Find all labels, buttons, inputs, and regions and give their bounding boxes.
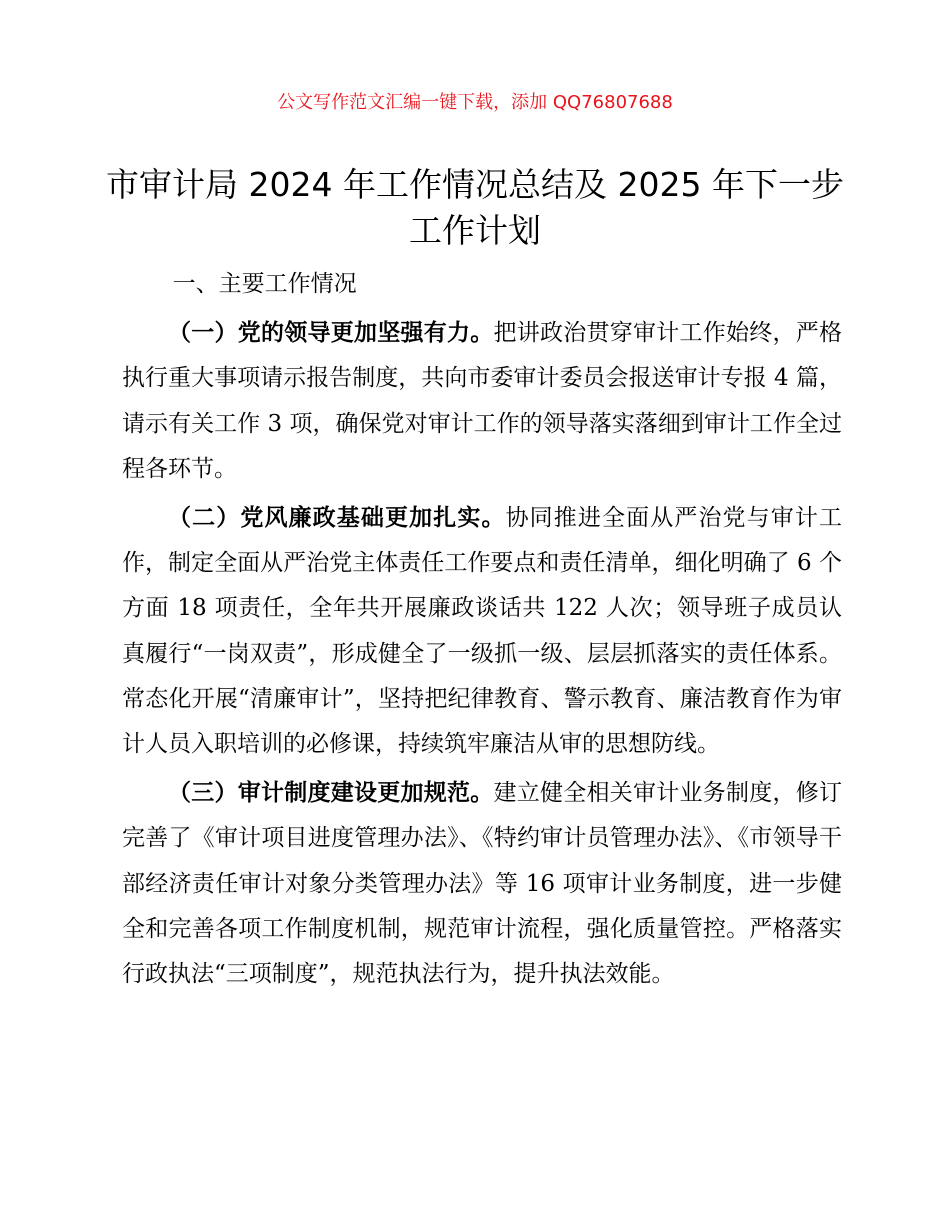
title-line-1: 市审计局 2024 年工作情况总结及 2025 年下一步 — [106, 165, 844, 204]
paragraph-3 — [122, 771, 842, 997]
title-line-2: 工作计划 — [409, 211, 541, 250]
paragraph-2 — [122, 496, 842, 767]
document-body — [122, 262, 842, 997]
download-banner: 公文写作范文汇编一键下载，添加 QQ76807688 — [277, 92, 673, 113]
paragraph-2-lead: （二）党风廉政基础更加扎实。 — [168, 505, 506, 532]
document-title — [100, 162, 850, 254]
section-heading: 一、主要工作情况 — [172, 271, 357, 297]
paragraph-1 — [122, 311, 842, 492]
paragraph-1-text: 把讲政治贯穿审计工作始终，严格执行重大事项请示报告制度，共向市委审计委员会报送审计专报 4 篇，请示有关工作 3 项，确保党对审计工作的领导落实落细到审计工作全过程各环节。 — [122, 320, 842, 482]
paragraph-1-lead: （一）党的领导更加坚强有力。 — [168, 320, 494, 347]
paragraph-2-text: 协同推进全面从严治党与审计工作，制定全面从严治党主体责任工作要点和责任清单，细化明确了 6 个方面 18 项责任，全年共开展廉政谈话共 122 人次；领导班子成员认真履行“一岗双责”，形成健全了一级抓一级、层层抓落实的责任体系。常态化开展“清廉审计”，坚持把纪律教育、警示教育、廉洁教育作为审计人员入职培训的必修课，持续筑牢廉洁从审的思想防线。 — [122, 505, 843, 758]
paragraph-3-lead: （三）审计制度建设更加规范。 — [168, 780, 494, 807]
paragraph-3-text: 建立健全相关审计业务制度，修订完善了《审计项目进度管理办法》、《特约审计员管理办法》、《市领导干部经济责任审计对象分类管理办法》等 16 项审计业务制度，进一步健全和完善各项工作制度机制，规范审计流程，强化质量管控。严格落实行政执法“三项制度”，规范执法行为，提升执法效能。 — [122, 780, 842, 988]
